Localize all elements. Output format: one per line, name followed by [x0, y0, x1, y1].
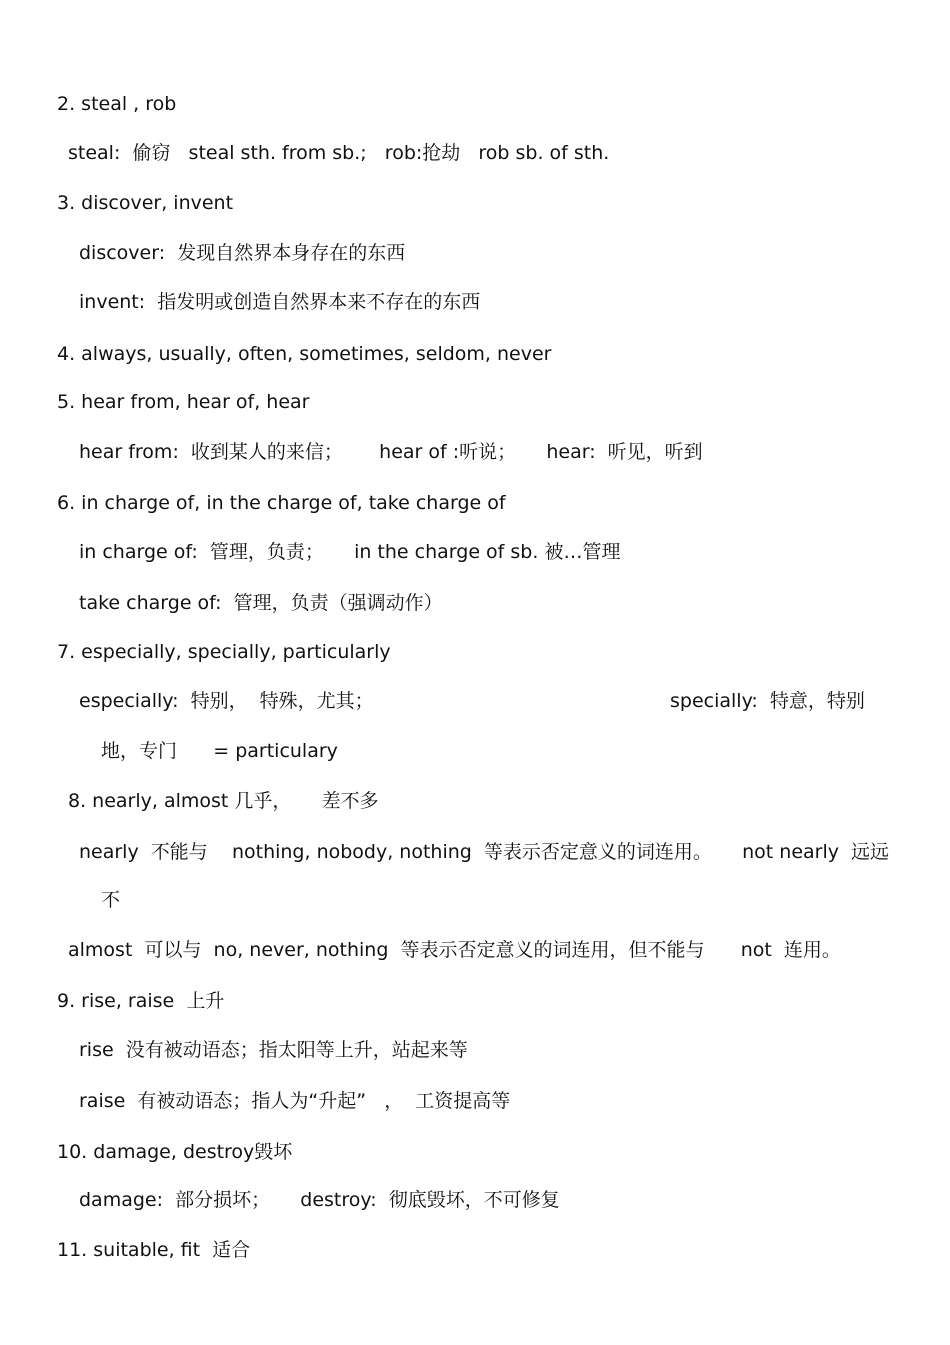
item-explanation: rise 没有被动语态；指太阳等上升，站起来等: [79, 1039, 468, 1061]
item-explanation: nearly 不能与 nothing, nobody, nothing 等表示否定意义的词连用。 not nearly 远远: [79, 841, 890, 863]
item-explanation: almost 可以与 no, never, nothing 等表示否定意义的词连用，但不能与 not 连用。: [68, 939, 841, 961]
item-heading: 10. damage, destroy毁坏: [57, 1141, 293, 1163]
item-explanation: in charge of: 管理，负责； in the charge of sb. 被…管理: [79, 541, 621, 563]
item-explanation: 地，专门 = particulary: [101, 740, 338, 762]
item-heading: 5. hear from, hear of, hear: [57, 391, 310, 413]
item-explanation: especially: 特别， 特殊，尤其；: [79, 690, 374, 712]
item-explanation: 不: [101, 889, 121, 911]
item-heading: 7. especially, specially, particularly: [57, 641, 391, 663]
item-explanation: invent: 指发明或创造自然界本来不存在的东西: [79, 291, 481, 313]
item-heading: 3. discover, invent: [57, 192, 234, 214]
item-heading: 6. in charge of, in the charge of, take charge of: [57, 492, 506, 514]
item-heading: 11. suitable, fit 适合: [57, 1239, 251, 1261]
item-heading: 4. always, usually, often, sometimes, seldom, never: [57, 343, 552, 365]
item-explanation: discover: 发现自然界本身存在的东西: [79, 242, 406, 264]
item-explanation: raise 有被动语态；指人为“升起” ， 工资提高等: [79, 1090, 511, 1112]
item-explanation: steal: 偷窃 steal sth. from sb.; rob:抢劫 rob sb. of sth.: [68, 142, 610, 164]
item-explanation: damage: 部分损坏； destroy: 彻底毁坏，不可修复: [79, 1189, 560, 1211]
item-explanation: take charge of: 管理，负责（强调动作）: [79, 592, 443, 614]
item-heading: 8. nearly, almost 几乎， 差不多: [68, 790, 379, 812]
item-explanation: specially: 特意，特别: [670, 690, 865, 712]
item-explanation: hear from: 收到某人的来信； hear of :听说； hear: 听见，听到: [79, 441, 703, 463]
item-heading: 9. rise, raise 上升: [57, 990, 225, 1012]
item-heading: 2. steal , rob: [57, 93, 177, 115]
